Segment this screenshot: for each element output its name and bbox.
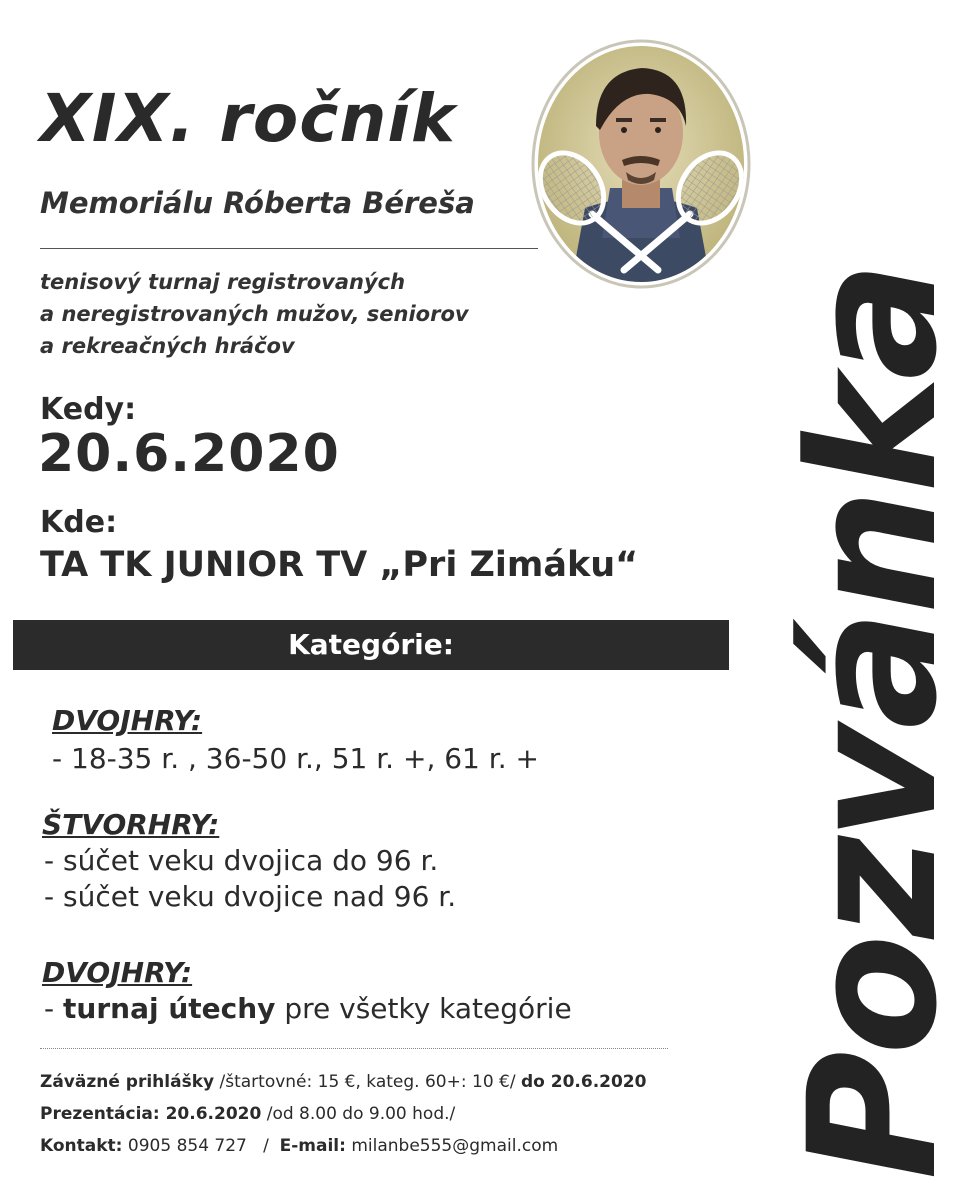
event-date: 20.6.2020 bbox=[38, 424, 340, 484]
header-divider bbox=[40, 248, 538, 249]
contact-label: Kontakt: bbox=[40, 1136, 123, 1156]
invitation-side-title: Pozvánka bbox=[771, 265, 976, 1180]
contact-email-link[interactable]: milanbe555@gmail.com bbox=[345, 1136, 559, 1156]
consolation-emphasis: turnaj útechy bbox=[63, 992, 276, 1025]
tournament-description-line: a rekreačných hráčov bbox=[40, 334, 295, 358]
consolation-tournament-line bbox=[44, 992, 572, 1025]
event-venue: TA TK JUNIOR TV „Pri Zimáku“ bbox=[40, 545, 639, 585]
registration-fees: /štartovné: 15 €, kateg. 60+: 10 €/ bbox=[214, 1072, 521, 1092]
section-heading-doubles: ŠTVORHRY: bbox=[42, 808, 220, 841]
doubles-category-line: - súčet veku dvojice nad 96 r. bbox=[44, 880, 457, 913]
singles-age-categories: - 18-35 r. , 36-50 r., 51 r. +, 61 r. + bbox=[52, 742, 539, 775]
memorial-portrait-image bbox=[530, 38, 752, 290]
email-label: E-mail: bbox=[279, 1136, 346, 1156]
categories-heading: Kategórie: bbox=[288, 628, 454, 661]
doubles-category-line: - súčet veku dvojica do 96 r. bbox=[44, 844, 439, 877]
registration-deadline: do 20.6.2020 bbox=[520, 1072, 647, 1092]
section-heading-singles: DVOJHRY: bbox=[52, 704, 203, 737]
where-label: Kde: bbox=[40, 505, 118, 540]
page-title: XIX. ročník bbox=[40, 80, 456, 157]
registration-info bbox=[40, 1072, 646, 1092]
registration-label: Záväzné prihlášky bbox=[40, 1072, 215, 1092]
footer-dotted-divider bbox=[40, 1048, 668, 1049]
section-heading-consolation: DVOJHRY: bbox=[42, 956, 193, 989]
memorial-subtitle: Memoriálu Róberta Béreša bbox=[40, 186, 475, 220]
when-label: Kedy: bbox=[40, 392, 137, 427]
presentation-label: Prezentácia: 20.6.2020 bbox=[40, 1104, 262, 1124]
tournament-description-line: tenisový turnaj registrovaných bbox=[40, 270, 406, 294]
consolation-prefix: - bbox=[44, 992, 64, 1025]
consolation-rest: pre všetky kategórie bbox=[275, 992, 572, 1025]
presentation-time: /od 8.00 do 9.00 hod./ bbox=[261, 1104, 456, 1124]
presentation-info bbox=[40, 1104, 455, 1124]
contact-info bbox=[40, 1136, 558, 1156]
contact-separator: / bbox=[252, 1136, 280, 1156]
tournament-description-line: a neregistrovaných mužov, seniorov bbox=[40, 302, 469, 326]
contact-phone[interactable]: 0905 854 727 bbox=[122, 1136, 253, 1156]
memorial-portrait bbox=[530, 38, 752, 290]
